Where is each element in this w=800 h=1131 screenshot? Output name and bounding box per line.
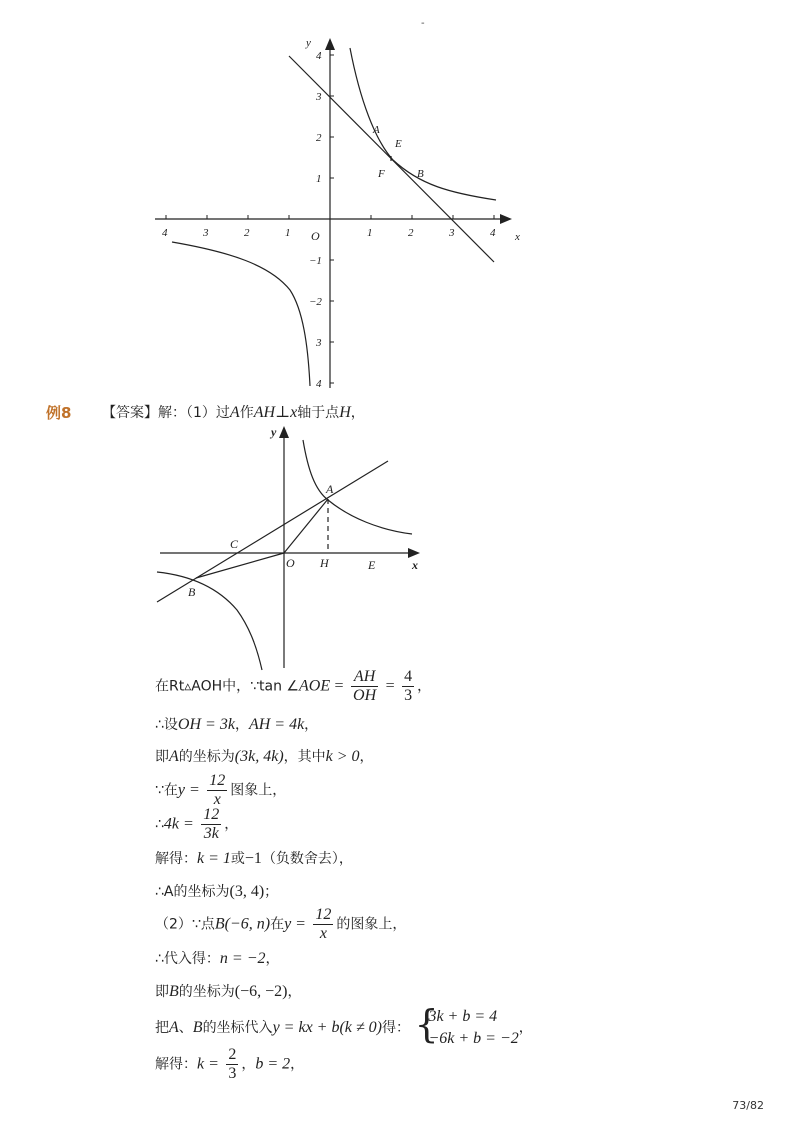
text: （2）∵点 bbox=[155, 916, 215, 933]
text: 把 bbox=[155, 1020, 169, 1036]
x-axis-label: x bbox=[412, 558, 418, 572]
text: ∴A的坐标为 bbox=[155, 884, 230, 900]
y-tick-3: 3 bbox=[316, 91, 322, 103]
segment-OA bbox=[284, 499, 328, 553]
text: ， bbox=[287, 984, 302, 1000]
math-coordinate: (3, 4) bbox=[229, 883, 265, 900]
solution-line-10 bbox=[155, 981, 301, 1001]
text: 的坐标为 bbox=[178, 984, 235, 1000]
example-label: 例8 bbox=[46, 404, 72, 422]
math-coordinate: (3k, 4k) bbox=[234, 748, 284, 765]
x-tick-1: 1 bbox=[367, 227, 373, 239]
solution-line-1 bbox=[155, 668, 431, 705]
numerator: 12 bbox=[209, 772, 226, 789]
fraction-4-3 bbox=[402, 668, 414, 705]
text: ， bbox=[234, 717, 249, 733]
point-H-label: H bbox=[320, 556, 329, 570]
equation-system: { 3k + b = 4 −6k + b = −2 bbox=[414, 1006, 518, 1050]
text: 得： bbox=[382, 1020, 410, 1036]
y-axis-arrow bbox=[325, 38, 335, 50]
solution-line-8 bbox=[155, 906, 406, 943]
fraction-12-x bbox=[313, 906, 333, 943]
text: ； bbox=[264, 884, 279, 900]
math-point: A bbox=[169, 748, 179, 765]
point-O-label: O bbox=[286, 556, 295, 570]
text: 的图象上， bbox=[336, 916, 407, 933]
y-axis-arrow bbox=[279, 426, 289, 438]
point-E-label: E bbox=[368, 558, 376, 572]
numerator: 4 bbox=[404, 668, 413, 685]
solution-line-9 bbox=[155, 948, 280, 968]
equals-sign: = bbox=[385, 677, 395, 695]
math-point: A bbox=[169, 1019, 179, 1036]
math-expression: −1 bbox=[244, 850, 262, 867]
text: 、 bbox=[178, 1020, 193, 1036]
math-condition: k > 0 bbox=[325, 748, 360, 765]
point-E-label: E bbox=[395, 138, 402, 150]
text: ∴代入得： bbox=[155, 951, 220, 967]
example-answer-heading bbox=[102, 402, 365, 422]
math-expression: b = 2 bbox=[255, 1055, 291, 1073]
text: 在 bbox=[270, 916, 285, 933]
y-tick-neg2: −2 bbox=[309, 296, 322, 308]
y-tick-neg1: −1 bbox=[309, 255, 322, 267]
solution-line-5 bbox=[155, 806, 238, 843]
text: 即 bbox=[155, 984, 169, 1000]
text: ， bbox=[518, 1020, 533, 1036]
x-tick-neg1: 1 bbox=[285, 227, 291, 239]
point-H: H bbox=[339, 404, 351, 421]
math-expression: y = bbox=[284, 915, 306, 933]
solution-line-2 bbox=[155, 714, 318, 734]
math-point: B(−6, n) bbox=[214, 915, 271, 933]
math-expression: OH = 3k bbox=[177, 716, 235, 733]
text: 的坐标代入 bbox=[202, 1020, 273, 1036]
equation-1: 3k + b = 4 bbox=[428, 1008, 498, 1025]
point-F-label: F bbox=[378, 168, 385, 180]
solution-line-3 bbox=[155, 746, 374, 766]
answer-tag: 【答案】解：（1）过 bbox=[102, 405, 230, 421]
math-angle: AOE bbox=[298, 677, 331, 695]
top-mark: - bbox=[421, 18, 425, 29]
math-expression: k = 1 bbox=[197, 850, 231, 867]
answer-text-2: 轴于点 bbox=[297, 405, 340, 421]
denominator: 3 bbox=[404, 687, 413, 704]
page-number: 73/82 bbox=[732, 1099, 764, 1112]
denominator: 3 bbox=[228, 1065, 237, 1082]
x-axis-arrow bbox=[500, 214, 512, 224]
point-A-label: A bbox=[326, 482, 334, 496]
y-tick-neg4: 4 bbox=[316, 378, 322, 390]
math-expression: AH = 4k bbox=[248, 716, 305, 733]
point-B-label: B bbox=[188, 585, 196, 599]
graph-triangle-aob bbox=[150, 420, 430, 675]
line-AB bbox=[157, 461, 388, 602]
text: ， bbox=[224, 816, 239, 833]
hyperbola-branch-positive bbox=[303, 440, 412, 534]
math-expression: 4k = bbox=[163, 815, 194, 833]
y-axis-label: y bbox=[306, 37, 311, 49]
text: ， bbox=[359, 749, 374, 765]
axis-x: x bbox=[290, 404, 298, 421]
text: 的坐标为 bbox=[178, 749, 235, 765]
answer-text-1: 作 bbox=[239, 405, 254, 421]
numerator: AH bbox=[351, 668, 378, 687]
numerator: 12 bbox=[203, 806, 220, 823]
text: ， bbox=[265, 951, 280, 967]
text: 解得： bbox=[155, 851, 197, 867]
x-tick-neg3: 3 bbox=[203, 227, 209, 239]
numerator: 2 bbox=[228, 1046, 237, 1063]
denominator: x bbox=[213, 791, 221, 808]
text: ∴设 bbox=[155, 717, 178, 733]
math-point: B bbox=[192, 1019, 203, 1036]
x-tick-4: 4 bbox=[490, 227, 496, 239]
point-A: A bbox=[229, 404, 240, 421]
math-coordinate: (−6, −2) bbox=[234, 983, 288, 1000]
equals-sign: = bbox=[334, 677, 344, 695]
text: 在Rt▵AOH中，∵tan ∠ bbox=[155, 678, 299, 695]
perp-expression: AH⊥ bbox=[253, 404, 291, 421]
math-function: y = kx + b(k ≠ 0) bbox=[272, 1019, 382, 1036]
y-axis-label: y bbox=[271, 425, 277, 439]
denominator: x bbox=[319, 925, 327, 942]
point-B-label: B bbox=[417, 168, 424, 180]
text: 或 bbox=[230, 851, 245, 867]
answer-text-3: ， bbox=[350, 405, 365, 421]
x-axis-label: x bbox=[515, 231, 520, 243]
text: ， bbox=[304, 717, 319, 733]
text: 图象上， bbox=[230, 782, 287, 799]
math-point: B bbox=[169, 983, 179, 1000]
denominator: 3k bbox=[203, 825, 219, 842]
segment-OB bbox=[196, 553, 284, 578]
math-expression: k = bbox=[197, 1055, 219, 1073]
text: ， bbox=[417, 678, 432, 695]
numerator: 12 bbox=[315, 906, 332, 923]
text: 解得： bbox=[155, 1056, 197, 1073]
solution-line-6 bbox=[155, 848, 353, 868]
point-A-label: A bbox=[373, 124, 380, 136]
math-expression: n = −2 bbox=[219, 950, 266, 967]
graph-hyperbola-line bbox=[150, 30, 530, 395]
math-expression: y = bbox=[177, 781, 200, 799]
equation-2: −6k + b = −2 bbox=[428, 1030, 519, 1047]
solution-line-7 bbox=[155, 881, 278, 901]
y-tick-neg3: 3 bbox=[316, 337, 322, 349]
text: （负数舍去）， bbox=[261, 851, 353, 867]
fraction-12-3k bbox=[201, 806, 221, 843]
text: ，其中 bbox=[283, 749, 326, 765]
text: ， bbox=[241, 1056, 256, 1073]
text: ∴ bbox=[155, 816, 164, 833]
y-tick-1: 1 bbox=[316, 173, 322, 185]
x-tick-neg2: 2 bbox=[244, 227, 250, 239]
hyperbola-branch-negative bbox=[172, 242, 310, 386]
y-tick-2: 2 bbox=[316, 132, 322, 144]
solution-line-12 bbox=[155, 1046, 304, 1083]
fraction-2-3 bbox=[226, 1046, 238, 1083]
x-tick-3: 3 bbox=[449, 227, 455, 239]
text: 即 bbox=[155, 749, 169, 765]
x-tick-2: 2 bbox=[408, 227, 414, 239]
fraction-12-x bbox=[207, 772, 227, 809]
fraction-AH-OH bbox=[351, 668, 378, 705]
solution-line-11 bbox=[155, 1002, 533, 1050]
denominator: OH bbox=[353, 687, 377, 704]
text: ∵在 bbox=[155, 782, 178, 799]
origin-label: O bbox=[311, 229, 320, 243]
solution-line-4 bbox=[155, 772, 286, 809]
point-C-label: C bbox=[230, 537, 239, 551]
hyperbola-branch-negative bbox=[157, 572, 262, 670]
y-tick-4: 4 bbox=[316, 50, 322, 62]
text: ， bbox=[290, 1056, 305, 1073]
x-axis-arrow bbox=[408, 548, 420, 558]
x-tick-neg4: 4 bbox=[162, 227, 168, 239]
